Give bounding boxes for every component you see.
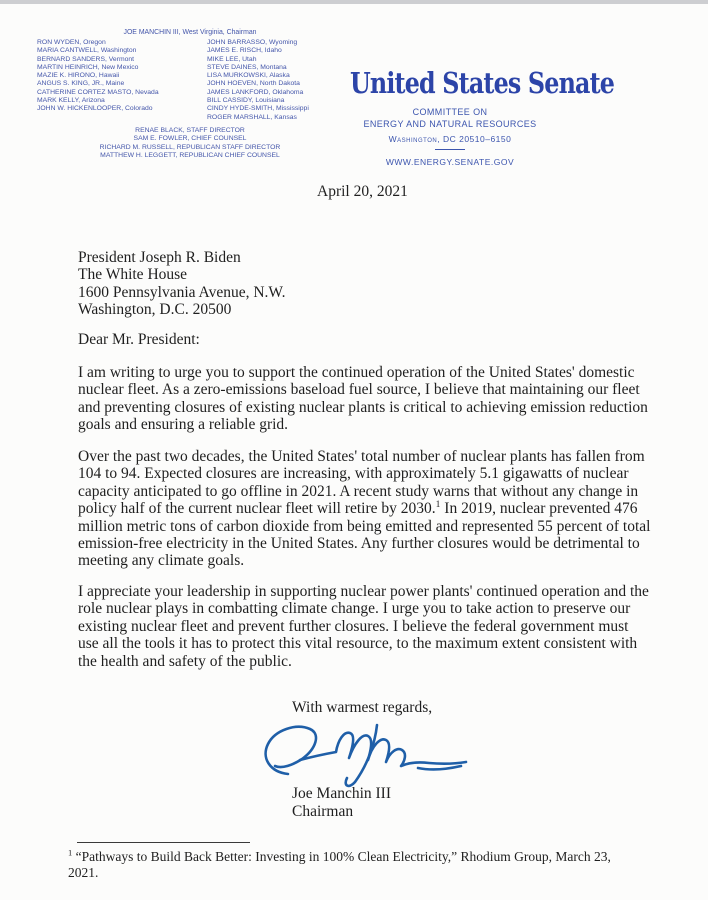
committee-website: WWW.ENERGY.SENATE.GOV xyxy=(385,157,515,167)
footnote-separator xyxy=(77,842,250,843)
letterhead-name: JOHN BARRASSO, Wyoming xyxy=(207,39,298,46)
staff-line: RICHARD M. RUSSELL, REPUBLICAN STAFF DIRECTOR xyxy=(99,143,281,151)
chairman-line: JOE MANCHIN III, West Virginia, Chairman xyxy=(123,29,257,36)
letterhead-name: BERNARD SANDERS, Vermont xyxy=(37,55,135,63)
recipient-address-line: 1600 Pennsylvania Avenue, N.W. xyxy=(78,283,286,301)
committee-address: Washington, DC 20510–6150 xyxy=(388,134,512,144)
masthead-divider xyxy=(435,149,465,150)
staff-line: MATTHEW H. LEGGETT, REPUBLICAN CHIEF COUNSEL xyxy=(100,151,280,159)
recipient-address xyxy=(78,249,286,319)
letterhead-name: LISA MURKOWSKI, Alaska xyxy=(207,72,290,80)
paragraph-2-text: Over the past two decades, the United States' total number of nuclear plants has fallen from 104 to 94. Expected closures are increasing, with approximately 5.1 gigawatts of nuclear capacity anticipated to go offline in 2021. A recent study warns that without any change in policy half of the current nuclear fleet will retire by 2030. xyxy=(78,448,645,518)
staff-line: RENAE BLACK, STAFF DIRECTOR xyxy=(135,127,245,134)
scan-top-edge xyxy=(0,0,708,4)
footnote-marker: 1 xyxy=(68,847,73,858)
committee-name-line2: ENERGY AND NATURAL RESOURCES xyxy=(363,118,537,129)
paragraph-1: I am writing to urge you to support the continued operation of the United States' domestic nuclear fleet. As a zero-emissions baseload fuel source, I believe that maintaining our fleet and preventing closures of existing nuclear plants is critical to achieving emission reduction goals and ensuring a reliable grid. xyxy=(78,364,648,434)
signer-name: Joe Manchin III xyxy=(292,785,391,802)
committee-name xyxy=(328,107,572,130)
recipient-address-line: Washington, D.C. 20500 xyxy=(78,301,232,319)
staff-roster xyxy=(25,127,355,160)
letterhead-name: JAMES E. RISCH, Idaho xyxy=(207,47,282,55)
paragraph-2 xyxy=(78,448,652,570)
letterhead-name: MARIA CANTWELL, Washington xyxy=(37,47,137,55)
footnote xyxy=(68,849,643,881)
letterhead-name: MIKE LEE, Utah xyxy=(207,55,257,63)
senate-title: United States Senate xyxy=(349,66,615,100)
letterhead-name: ANGUS S. KING, JR., Maine xyxy=(37,80,125,88)
letterhead-name: CATHERINE CORTEZ MASTO, Nevada xyxy=(37,88,159,96)
staff-line: SAM E. FOWLER, CHIEF COUNSEL xyxy=(133,135,247,143)
footnote-text: “Pathways to Build Back Better: Investing in 100% Clean Electricity,” Rhodium Group, March 23, 2021. xyxy=(68,849,611,880)
letter-date: April 20, 2021 xyxy=(317,183,408,200)
minority-members-column xyxy=(207,39,309,122)
letterhead-name: JAMES LANKFORD, Oklahoma xyxy=(207,88,304,96)
signer-title: Chairman xyxy=(292,803,354,820)
footnote-reference: 1 xyxy=(435,500,441,511)
letterhead-name: MAZIE K. HIRONO, Hawaii xyxy=(37,72,120,80)
letterhead-name: JOHN HOEVEN, North Dakota xyxy=(207,80,300,88)
letterhead-name: MARTIN HEINRICH, New Mexico xyxy=(37,63,139,71)
letterhead-name: RON WYDEN, Oregon xyxy=(37,39,106,46)
closing-line: With warmest regards, xyxy=(292,699,433,716)
senate-masthead xyxy=(328,66,615,167)
committee-name-line1: COMMITTEE ON xyxy=(412,107,488,117)
letterhead-name: MARK KELLY, Arizona xyxy=(37,97,105,105)
letterhead-name: ROGER MARSHALL, Kansas xyxy=(207,113,297,121)
majority-members-column xyxy=(37,39,159,114)
letterhead-name: CINDY HYDE-SMITH, Mississippi xyxy=(207,105,309,113)
signature-image xyxy=(258,716,473,788)
recipient-name: President Joseph R. Biden xyxy=(78,249,241,266)
recipient-address-line: The White House xyxy=(78,266,188,284)
letterhead-name: JOHN W. HICKENLOOPER, Colorado xyxy=(37,105,153,113)
salutation: Dear Mr. President: xyxy=(78,331,200,348)
letterhead-name: BILL CASSIDY, Louisiana xyxy=(207,97,285,105)
letterhead-name: STEVE DAINES, Montana xyxy=(207,63,287,71)
paragraph-3: I appreciate your leadership in supporting nuclear power plants' continued operation and the role nuclear plays in combatting climate change. I urge you to take action to preserve our existing nuclear fleet and prevent further closures. I believe the federal government must use all the tools it has to protect this vital resource, to the maximum extent consistent with the health and safety of the public. xyxy=(78,583,649,670)
paragraph-2-text: In 2019, nuclear prevented 476 million metric tons of carbon dioxide from being emitted and represented 55 percent of total emission-free electricity in the United States. Any further closures would be detrimental to meeting any climate goals. xyxy=(78,500,651,570)
